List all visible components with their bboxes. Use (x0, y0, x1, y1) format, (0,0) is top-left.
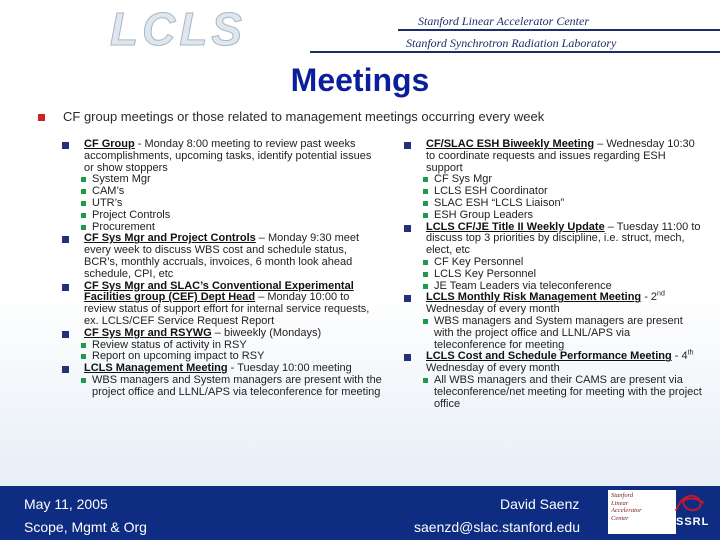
green-bullet-icon (423, 177, 428, 182)
lcls-logo: LCLS (110, 3, 247, 55)
footer-scope: Scope, Mgmt & Org (24, 519, 147, 535)
square-bullet-icon (62, 236, 69, 243)
ssrl-knot-icon (672, 491, 708, 517)
green-bullet-icon (423, 189, 428, 194)
green-bullet-icon (81, 213, 86, 218)
logo-line: Stanford (611, 492, 634, 499)
agenda-item (62, 139, 382, 174)
agenda-item-text: – Monday 10:00 to review status of support effort for internal service requests, ex. LCLS/CEF Service Request Report (84, 291, 370, 327)
sub-bullet-text: UTR’s (92, 196, 123, 209)
sub-bullet-text: Report on upcoming impact to RSY (92, 350, 265, 363)
agenda-item-text: – Tuesday 11:00 to discuss top 3 priorities by discipline, i.e. struct, mech, elect, etc (426, 220, 701, 257)
sub-bullet-text: Review status of activity in RSY (92, 338, 247, 351)
green-bullet-icon (423, 213, 428, 218)
agenda-item-heading: LCLS CF/JE Title II Weekly Update (426, 220, 605, 233)
agenda-item-text: Wednesday of every month (426, 303, 560, 316)
sub-bullet-text: CAM’s (92, 185, 125, 198)
ordinal-suffix: th (687, 349, 694, 357)
ssrl-logo-text: SSRL (676, 516, 710, 528)
left-column (62, 139, 382, 399)
square-bullet-icon (404, 354, 411, 361)
header (0, 0, 720, 58)
sub-bullet-text: JE Team Leaders via teleconference (434, 279, 612, 292)
logo-line: Linear (611, 499, 629, 507)
sub-bullet-text: CF Key Personnel (434, 255, 524, 268)
square-bullet-icon (404, 225, 411, 232)
agenda-item-heading: CF Sys Mgr and Project Controls (84, 232, 256, 245)
agenda-item-heading: LCLS Cost and Schedule Performance Meeting (426, 350, 672, 363)
sub-bullet-text: LCLS Key Personnel (434, 267, 537, 280)
sub-bullet (404, 316, 704, 351)
main-bullet-text: CF group meetings or those related to management meetings occurring every week (63, 109, 545, 124)
green-bullet-icon (81, 225, 86, 230)
green-bullet-icon (81, 189, 86, 194)
sub-bullet-text: SLAC ESH “LCLS Liaison” (434, 196, 565, 209)
agenda-item-text: - Monday 8:00 meeting to review past weeks accomplishments, upcoming tasks, identify potential issues or show stoppers (84, 138, 372, 174)
green-bullet-icon (81, 201, 86, 206)
agenda-item-heading: CF Sys Mgr and SLAC’s Conventional Experimental Facilities group (CEF) Dept Head (84, 279, 354, 304)
logo-line: Accelerator (611, 507, 642, 514)
agenda-item-heading: LCLS Management Meeting (84, 362, 228, 375)
sub-bullet-text: CF Sys Mgr (434, 173, 493, 186)
sub-bullet-text: LCLS ESH Coordinator (434, 185, 548, 198)
sub-bullet-text: All WBS managers and their CAMS are present via teleconference/net meeting for meeting with the project office (434, 373, 702, 410)
square-bullet-icon (404, 142, 411, 149)
sub-bullet-text: ESH Group Leaders (434, 208, 534, 221)
green-bullet-icon (423, 378, 428, 383)
sub-bullet-text: WBS managers and System managers are present with the project office and LLNL/APS via teleconference for meeting (434, 314, 683, 351)
footer-email[interactable]: saenzd@slac.stanford.edu (414, 519, 580, 535)
agenda-item (62, 233, 382, 280)
agenda-item-text: - Tuesday 10:00 meeting (227, 362, 352, 375)
slac-footer-logo (608, 490, 676, 534)
sub-bullet-text: Procurement (92, 220, 155, 233)
square-bullet-icon (62, 366, 69, 373)
square-bullet-icon (62, 142, 69, 149)
green-bullet-icon (423, 260, 428, 265)
agenda-item (404, 222, 704, 257)
green-bullet-icon (423, 272, 428, 277)
agenda-item-heading: CF/SLAC ESH Biweekly Meeting (426, 138, 595, 150)
agenda-item-text: - 2 (641, 291, 658, 304)
green-bullet-icon (81, 378, 86, 383)
header-rule-top (398, 29, 720, 31)
agenda-item-text: Wednesday of every month (426, 362, 560, 375)
square-bullet-icon (404, 295, 411, 302)
sub-bullet-text: WBS managers and System managers are present with the project office and LLNL/APS via teleconference for meeting (92, 373, 382, 398)
agenda-item (62, 281, 382, 328)
sub-bullet (62, 375, 382, 399)
green-bullet-icon (423, 319, 428, 324)
sub-bullet (404, 375, 704, 410)
agenda-item-text: – Monday 9:30 meet every week to discuss WBS cost and schedule status, BCR’s, monthly accruals, invoices, 6 month look ahead schedule, CPI, etc (84, 232, 360, 280)
sub-bullet-text: System Mgr (92, 173, 151, 186)
institution-ssrl: Stanford Synchrotron Radiation Laboratory (406, 36, 617, 50)
agenda-item-text: - 4 (671, 350, 688, 363)
institution-slac: Stanford Linear Accelerator Center (418, 14, 589, 28)
agenda-item-heading: LCLS Monthly Risk Management Meeting (426, 291, 642, 304)
agenda-item (404, 351, 704, 375)
green-bullet-icon (81, 177, 86, 182)
agenda-item-text: – Wednesday 10:30 to coordinate requests and issues regarding ESH support (426, 138, 695, 174)
agenda-item-heading: CF Sys Mgr and RSYWG (84, 326, 212, 339)
agenda-item (404, 292, 704, 316)
ordinal-suffix: nd (657, 290, 665, 298)
right-column (404, 139, 704, 410)
sub-bullet-text: Project Controls (92, 208, 171, 221)
agenda-item-heading: CF Group (84, 138, 135, 150)
footer-presenter: David Saenz (500, 496, 580, 512)
agenda-item-text: – biweekly (Mondays) (211, 326, 322, 339)
green-bullet-icon (81, 354, 86, 359)
green-bullet-icon (423, 201, 428, 206)
main-bullet-icon (38, 114, 45, 121)
footer-date: May 11, 2005 (24, 496, 108, 512)
green-bullet-icon (423, 284, 428, 289)
logo-line: Center (611, 514, 629, 522)
slide-title: Meetings (290, 62, 430, 98)
square-bullet-icon (62, 284, 69, 291)
header-rule-bottom (310, 51, 720, 53)
square-bullet-icon (62, 331, 69, 338)
green-bullet-icon (81, 343, 86, 348)
agenda-item (404, 139, 704, 174)
